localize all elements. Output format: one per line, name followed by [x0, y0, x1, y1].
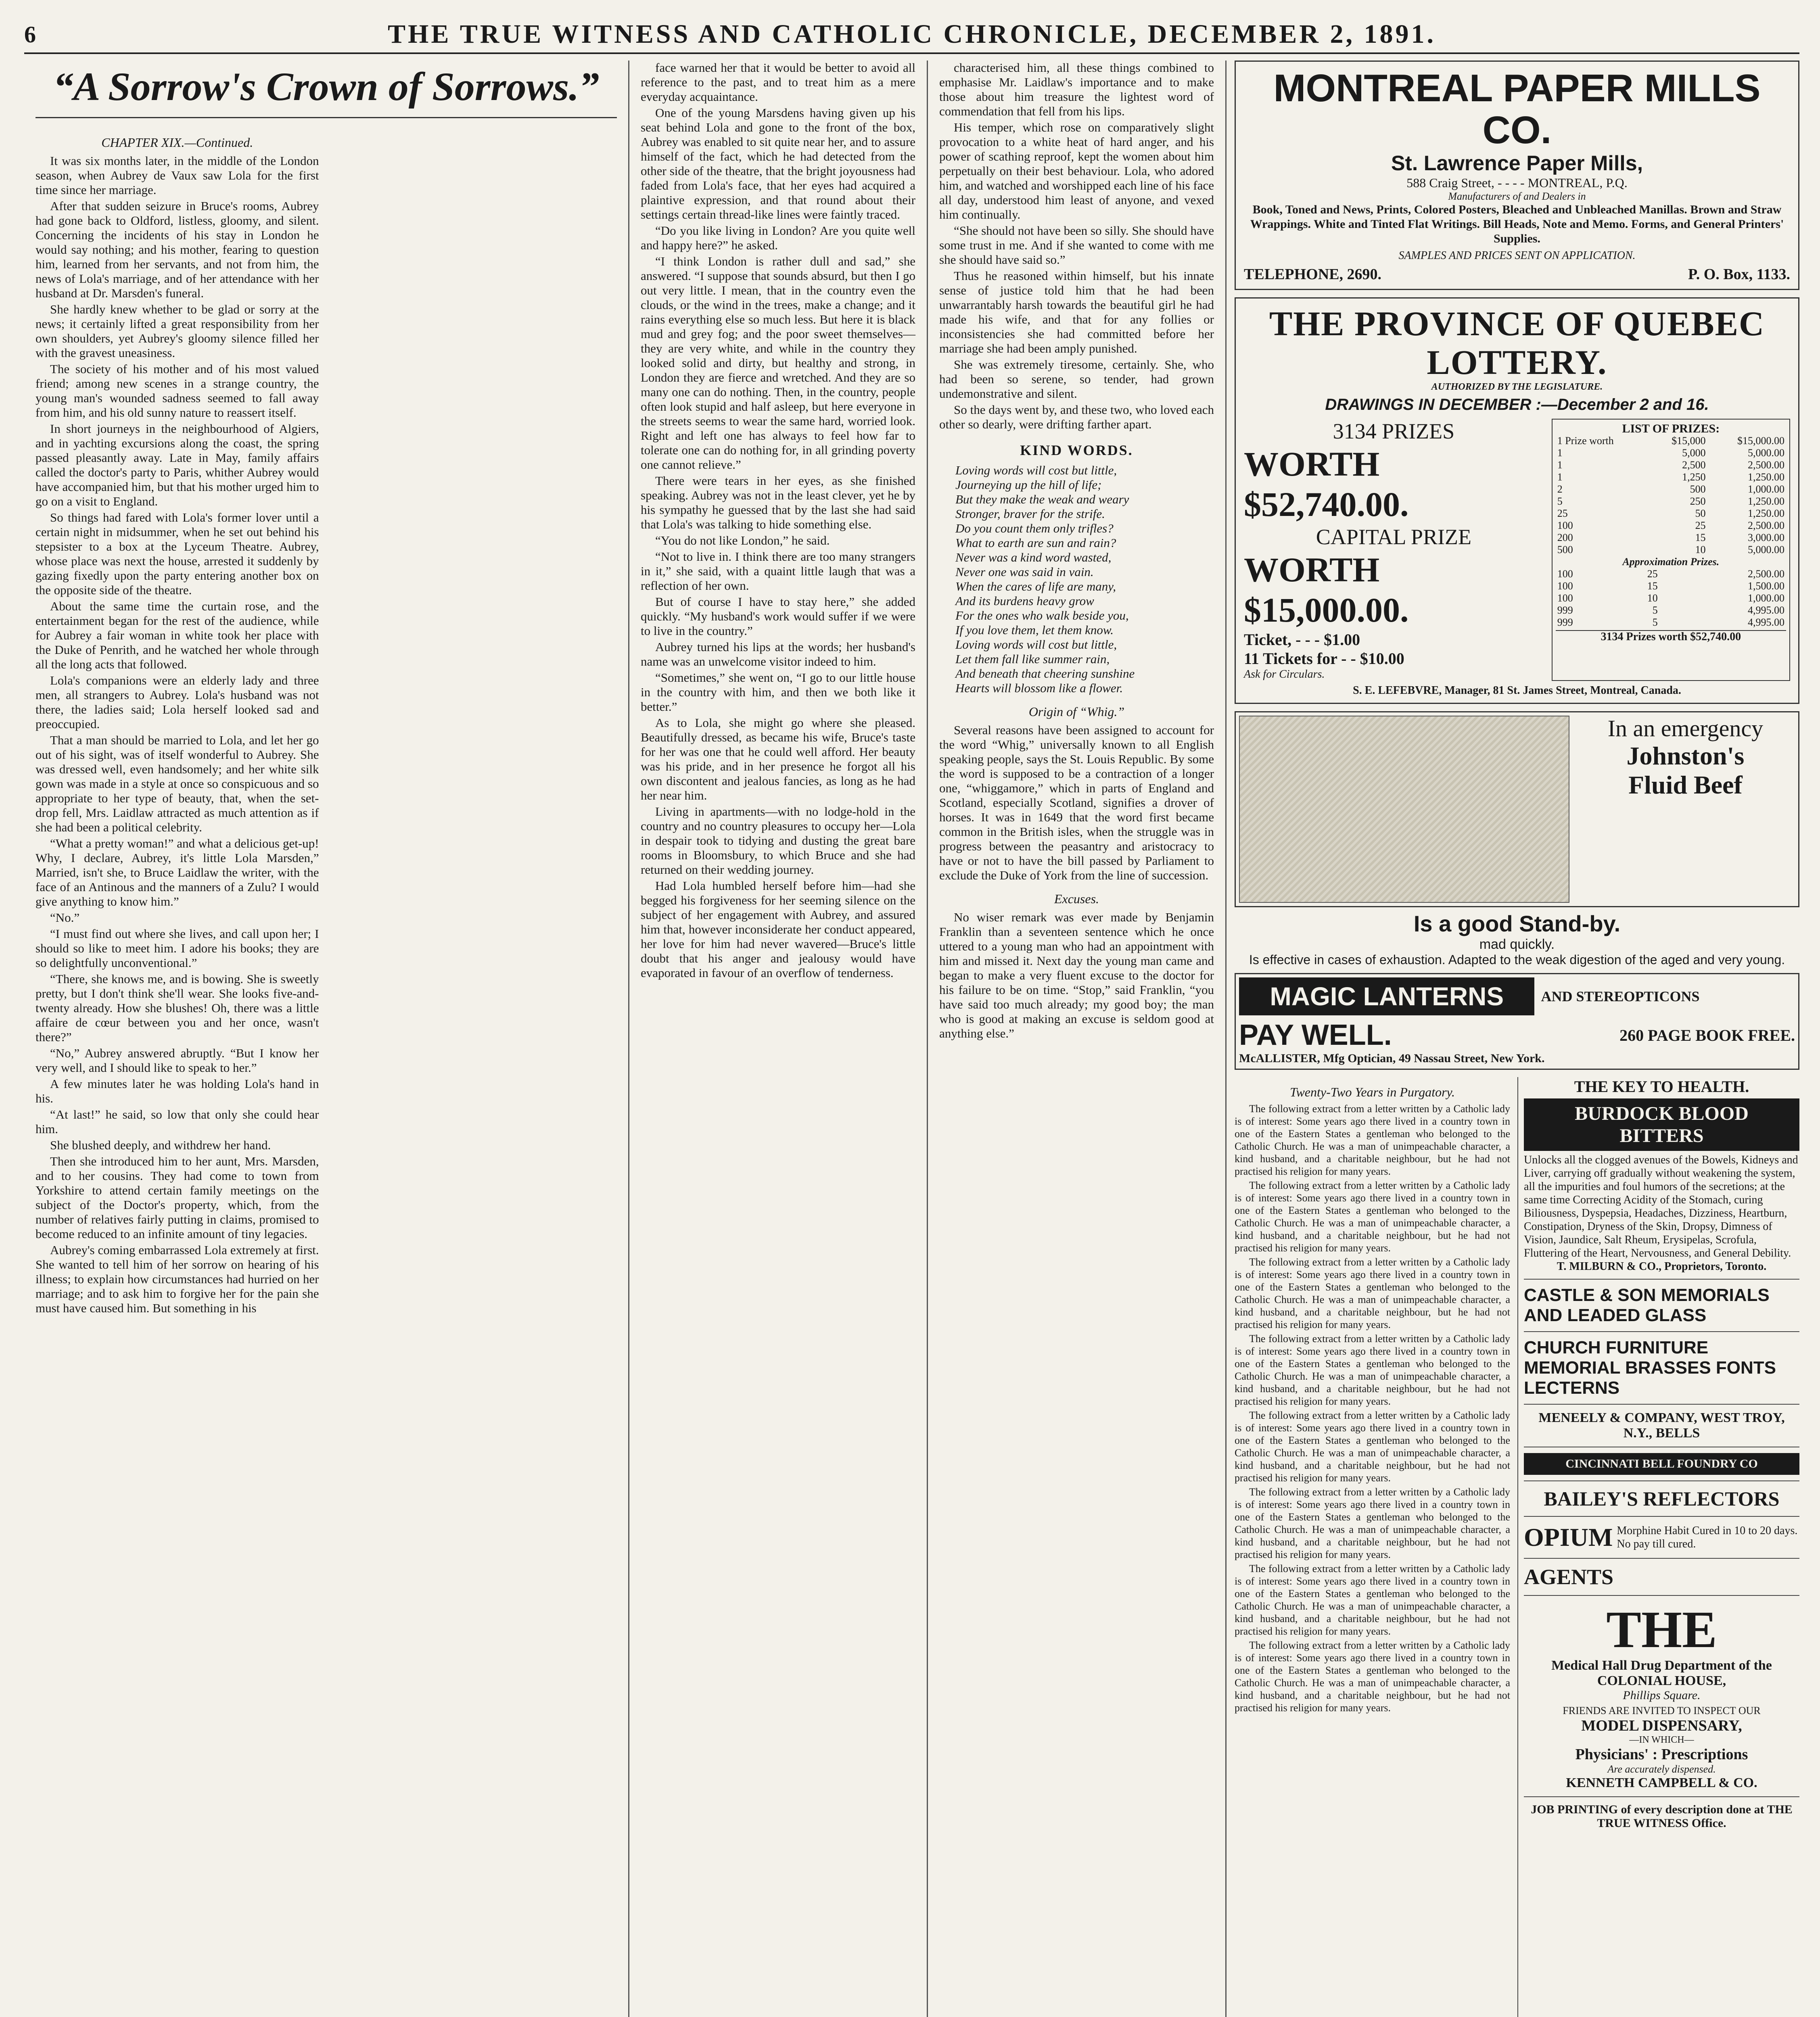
- prize-cell: 5: [1652, 616, 1658, 628]
- prize-cell: 10: [1647, 592, 1658, 604]
- prize-cell: 5,000: [1682, 447, 1706, 459]
- poem-line: Stronger, braver for the strife.: [955, 507, 1105, 521]
- story-paragraph: “Sometimes,” she went on, “I go to our little house in the country with him, and then we both like it better.”: [641, 670, 915, 714]
- lottery-prizes: 3134 PRIZES: [1333, 419, 1455, 443]
- section-title: Excuses.: [1054, 892, 1099, 906]
- advertisements: [1235, 61, 1799, 2017]
- prize-cell: 25: [1557, 507, 1568, 519]
- prize-row: [1556, 520, 1786, 532]
- prize-total: 3134 Prizes worth $52,740.00: [1556, 630, 1786, 643]
- johnston-line5: mad quickly.: [1479, 937, 1555, 952]
- prize-row: [1556, 459, 1786, 471]
- prize-cell: 2,500.00: [1748, 520, 1784, 531]
- story-paragraph: Aubrey turned his lips at the words; her husband's name was an unwelcome visitor indeed to him.: [641, 640, 915, 668]
- prize-cell: 25: [1695, 520, 1706, 531]
- poem: [939, 463, 1214, 695]
- prize-cell: 500: [1557, 544, 1573, 555]
- poem-line: Never one was said in vain.: [955, 565, 1094, 579]
- story-paragraph: “She should not have been so silly. She should have some trust in me. And if she wanted to come with me she should have said so.”: [939, 223, 1214, 267]
- prize-cell: 1: [1557, 447, 1563, 459]
- chapter-heading: CHAPTER XIX.—Continued.: [101, 135, 253, 150]
- prize-cell: 1,000.00: [1748, 483, 1784, 495]
- section-title: Origin of “Whig.”: [1028, 704, 1125, 719]
- prize-cell: 5: [1652, 604, 1658, 616]
- johnston-line1: In an emergency: [1607, 715, 1764, 741]
- prize-cell: 1,000.00: [1748, 592, 1784, 604]
- purgatory-text: The following extract from a letter written by a Catholic lady is of interest: Some years ago there lived in a country town in one of the Eastern States a gentleman who belonged to the Catholic Church. He was a man of unimpeachable character, a kind husband, and a charitable neighbour, but he had not practised his religion for many years.: [1235, 1256, 1510, 1330]
- lottery-ask: Ask for Circulars.: [1244, 668, 1325, 681]
- prize-row: [1556, 592, 1786, 604]
- story-body: [36, 126, 617, 2017]
- prize-list: [1552, 419, 1790, 681]
- phillips-square: Phillips Square.: [1623, 1689, 1701, 1702]
- purgatory-text: The following extract from a letter written by a Catholic lady is of interest: Some years ago there lived in a country town in one of the Eastern States a gentleman who belonged to the Catholic Church. He was a man of unimpeachable character, a kind husband, and a charitable neighbour, but he had not practised his religion for many years.: [1235, 1103, 1510, 1177]
- story-paragraph: “Do you like living in London? Are you quite well and happy here?” he asked.: [641, 223, 915, 252]
- story-paragraph: Aubrey's coming embarrassed Lola extremely at first. She wanted to tell him of her sorrow on hearing of his illness; to explain how circumstances had hurried on her marriage; and to ask him to forgive her for the pain she must have caused him. But something in his: [36, 1243, 319, 1315]
- story-paragraph: About the same time the curtain rose, and the entertainment began for the rest of the audience, while for Aubrey a fair woman in white took her place with the Duke of Penrith, and he watched her whole through all the long acts that followed.: [36, 599, 319, 671]
- story-paragraph: So the days went by, and these two, who loved each other so dearly, were drifting farther apart.: [939, 403, 1214, 431]
- poem-line: Let them fall like summer rain,: [955, 652, 1110, 666]
- prize-cell: 1,250.00: [1748, 507, 1784, 519]
- story-paragraph: The society of his mother and of his most valued friend; among new scenes in a strange country, the young man's wounded sadness seemed to fall away from him, and his old sunny nature to reassert itself.: [36, 362, 319, 420]
- prize-cell: $15,000: [1672, 435, 1706, 447]
- purgatory-text: The following extract from a letter written by a Catholic lady is of interest: Some years ago there lived in a country town in one of the Eastern States a gentleman who belonged to the Catholic Church. He was a man of unimpeachable character, a kind husband, and a charitable neighbour, but he had not practised his religion for many years.: [1235, 1180, 1510, 1254]
- prize-cell: 2,500.00: [1748, 568, 1784, 580]
- poem-line: And beneath that cheering sunshine: [955, 666, 1135, 681]
- masthead-title: THE TRUE WITNESS AND CATHOLIC CHRONICLE, DECEMBER 2, 1891.: [388, 19, 1436, 49]
- paper-mills-address: 588 Craig Street, - - - - MONTREAL, P.Q.: [1406, 175, 1628, 190]
- prize-cell: 15: [1695, 532, 1706, 543]
- prize-cell: 3,000.00: [1748, 532, 1784, 543]
- johnston-line3: Fluid Beef: [1628, 770, 1743, 799]
- opium-ad: OPIUM: [1524, 1523, 1613, 1551]
- prize-row: [1556, 471, 1786, 483]
- prize-cell: 100: [1557, 568, 1573, 580]
- story-paragraph: She blushed deeply, and withdrew her hand.: [50, 1138, 271, 1152]
- section-paragraph: Several reasons have been assigned to account for the word “Whig,” universally known to all English speaking people, says the St. Louis Republic. By some the word is supposed to be a contraction of a longer one, “whiggamore,” which in parts of England and Scotland, especially Scotland, signifies a drover of horses. It was in 1649 that the word first became common in the British isles, when the struggle was in progress between the peasantry and aristocracy to have or not to have the bill passed by Parliament to exclude the Duke of York from the line of succession.: [939, 723, 1214, 882]
- paper-mills-title: MONTREAL PAPER MILLS CO.: [1273, 67, 1761, 152]
- kenneth-campbell: KENNETH CAMPBELL & CO.: [1566, 1775, 1757, 1790]
- story-paragraph: That a man should be married to Lola, and let her go out of his sight, was of itself wonderful to Aubrey. She was dressed well, even handsomely; and her white silk gown was made in a style at once so conspicuous and so appropriate to her type of beauty, that, when the set-drop fell, Mrs. Laidlaw attracted as much attention as if she had been a political celebrity.: [36, 733, 319, 834]
- story-paragraph: In short journeys in the neighbourhood of Algiers, and in yachting excursions along the coast, the spring passed pleasantly away. Late in May, family affairs called the doctor's party to Paris, whither Aubrey would have accompanied him, but that his mother urged him to go on a visit to England.: [36, 422, 319, 508]
- story-paragraph: Thus he reasoned within himself, but his innate sense of justice told him that he had been unwarrantably harsh towards the beautiful girl he had made his wife, and that for any follies or inconsistencies she had committed before her marriage she had been amply punished.: [939, 269, 1214, 355]
- paper-mills-ad: [1235, 61, 1799, 290]
- prize-cell: 1: [1557, 471, 1563, 483]
- story-paragraph: “I think London is rather dull and sad,” she answered. “I suppose that sounds absurd, but then I go out very little. I mean, that in the country even the clouds, or the wind in the trees, make a change; and it rains everything else so much less. But here it is black mud and grey fog; and the poor sweet themselves—they are very white, and while in the country they looked solid and dirty, but healthy and strong, in London they are fierce and wretched. And they are so many one can do nothing. Then, in the country, people often look stupid and half asleep, but here everyone in the streets seems to wear the same hard, worried look. Right and left one has always to feel how far to tolerate one can do nothing for, in all grinding poverty one cannot relieve.”: [641, 254, 915, 472]
- lottery-tickets-11: 11 Tickets for - - $10.00: [1244, 649, 1404, 668]
- burdock-text: Unlocks all the clogged avenues of the Bowels, Kidneys and Liver, carrying off gradually without weakening the system, all the impurities and foul humors of the secretions; at the same time Correcting Acidity of the Stomach, curing Biliousness, Dyspepsia, Headaches, Dizziness, Heartburn, Constipation, Dryness of the Skin, Dropsy, Dimness of Vision, Jaundice, Salt Rheum, Erysipelas, Scrofula, Fluttering of the Heart, Nervousness, and General Debility.: [1524, 1154, 1798, 1259]
- prize-cell: 4,995.00: [1748, 604, 1784, 616]
- prize-row: [1556, 435, 1786, 447]
- prize-cell: 5: [1557, 495, 1563, 507]
- poem-line: But they make the weak and weary: [955, 492, 1129, 506]
- prize-row: [1556, 604, 1786, 616]
- purgatory-text: The following extract from a letter written by a Catholic lady is of interest: Some years ago there lived in a country town in one of the Eastern States a gentleman who belonged to the Catholic Church. He was a man of unimpeachable character, a kind husband, and a charitable neighbour, but he had not practised his religion for many years.: [1235, 1486, 1510, 1560]
- prize-list-title: LIST OF PRIZES:: [1622, 422, 1720, 435]
- column-2: [629, 61, 928, 2017]
- story-paragraph: It was six months later, in the middle of the London season, when Aubrey de Vaux saw Lola for the first time since her marriage.: [36, 154, 319, 197]
- prize-cell: 25: [1647, 568, 1658, 580]
- agents-ad: AGENTS: [1524, 1565, 1614, 1589]
- story-title: “A Sorrow's Crown of Sorrows.”: [36, 61, 617, 118]
- story-paragraph: “Not to live in. I think there are too many strangers in it,” she said, with a quaint little laugh that was a reflection of her own.: [641, 549, 915, 593]
- story-paragraph: She hardly knew whether to be glad or sorry at the news; it certainly lifted a great responsibility from her own shoulders, yet Aubrey's gloomy silence filled her with the gravest uneasiness.: [36, 302, 319, 360]
- prize-row: [1556, 483, 1786, 495]
- poem-line: And its burdens heavy grow: [955, 594, 1094, 608]
- story-paragraph: So things had fared with Lola's former lover until a certain night in midsummer, when he set out behind his stepsister to a box at the Lyceum Theatre. Aubrey, whose place was next the house, arrested it suddenly by gazing fixedly upon the party entering another box on the opposite side of the theatre.: [36, 510, 319, 597]
- prize-cell: 100: [1557, 580, 1573, 592]
- meneely-ad: MENEELY & COMPANY, WEST TROY, N.Y., BELLS: [1538, 1410, 1785, 1441]
- prize-cell: 5,000.00: [1748, 544, 1784, 555]
- story-paragraph: A few minutes later he was holding Lola's hand in his.: [36, 1077, 319, 1105]
- lottery-worth-1: WORTH $52,740.00.: [1244, 445, 1409, 524]
- story-paragraph: “I must find out where she lives, and call upon her; I should so like to meet him. I adore his books; they are so delightfully unconventional.”: [36, 927, 319, 970]
- cincinnati-ad: CINCINNATI BELL FOUNDRY CO: [1524, 1453, 1799, 1475]
- story-paragraph: She was extremely tiresome, certainly. She, who had been so serene, so tender, had grown undemonstrative and silent.: [939, 357, 1214, 401]
- prize-cell: 4,995.00: [1748, 616, 1784, 628]
- purgatory-text: The following extract from a letter written by a Catholic lady is of interest: Some years ago there lived in a country town in one of the Eastern States a gentleman who belonged to the Catholic Church. He was a man of unimpeachable character, a kind husband, and a charitable neighbour, but he had not practised his religion for many years.: [1235, 1333, 1510, 1407]
- prize-row: [1556, 447, 1786, 459]
- purgatory-title: Twenty-Two Years in Purgatory.: [1290, 1085, 1455, 1099]
- burdock-logo: BURDOCK BLOOD BITTERS: [1524, 1098, 1799, 1151]
- paper-mills-phone: TELEPHONE, 2690.: [1244, 266, 1381, 283]
- prize-row: [1556, 532, 1786, 544]
- story-column: [24, 61, 629, 2017]
- poem-line: When the cares of life are many,: [955, 579, 1116, 593]
- prize-cell: 5,000.00: [1748, 447, 1784, 459]
- prize-cell: 500: [1690, 483, 1706, 495]
- lantern-pay: PAY WELL.: [1239, 1019, 1392, 1051]
- prize-cell: 1,250.00: [1748, 471, 1784, 483]
- johnston-line4: Is a good Stand-by.: [1413, 911, 1621, 936]
- purgatory-column: [1235, 1077, 1510, 2017]
- approx-table: [1556, 568, 1786, 628]
- prize-cell: 1,250: [1682, 471, 1706, 483]
- prize-cell: 200: [1557, 532, 1573, 543]
- lottery-capital: CAPITAL PRIZE: [1316, 525, 1471, 549]
- lantern-title: MAGIC LANTERNS: [1239, 977, 1534, 1015]
- prize-row: [1556, 544, 1786, 556]
- prize-cell: 10: [1695, 544, 1706, 555]
- poem-line: Journeying up the hill of life;: [955, 478, 1102, 492]
- prize-cell: 1,500.00: [1748, 580, 1784, 592]
- lottery-ticket: Ticket, - - - $1.00: [1244, 631, 1360, 649]
- johnston-ad: [1235, 711, 1799, 907]
- poem-line: For the ones who walk beside you,: [955, 608, 1129, 622]
- lottery-manager: S. E. LEFEBVRE, Manager, 81 St. James Street, Montreal, Canada.: [1353, 684, 1681, 697]
- purgatory-text: The following extract from a letter written by a Catholic lady is of interest: Some years ago there lived in a country town in one of the Eastern States a gentleman who belonged to the Catholic Church. He was a man of unimpeachable character, a kind husband, and a charitable neighbour, but he had not practised his religion for many years.: [1235, 1409, 1510, 1484]
- milburn: T. MILBURN & CO., Proprietors, Toronto.: [1557, 1260, 1767, 1273]
- opium-text: Morphine Habit Cured in 10 to 20 days. No pay till cured.: [1617, 1524, 1798, 1550]
- the-heading: THE: [1606, 1601, 1717, 1659]
- poem-title: KIND WORDS.: [1020, 442, 1133, 458]
- prize-cell: 2,500.00: [1748, 459, 1784, 471]
- johnston-line2: Johnston's: [1626, 741, 1745, 770]
- poem-line: Do you count them only trifles?: [955, 521, 1114, 535]
- lottery-title: THE PROVINCE OF QUEBEC LOTTERY.: [1269, 304, 1765, 382]
- prize-row: [1556, 495, 1786, 507]
- story-paragraph: “No.”: [50, 910, 80, 925]
- prize-row: [1556, 568, 1786, 580]
- prize-cell: 1: [1557, 459, 1563, 471]
- job-printing: JOB PRINTING of every description done at THE TRUE WITNESS Office.: [1531, 1803, 1793, 1830]
- lantern-maker: McALLISTER, Mfg Optician, 49 Nassau Street, New York.: [1239, 1052, 1545, 1065]
- bailey-ad: BAILEY'S REFLECTORS: [1544, 1487, 1780, 1510]
- prize-cell: 999: [1557, 616, 1573, 628]
- section-paragraph: No wiser remark was ever made by Benjamin Franklin than a seventeen sentence which he once uttered to a young man who had an appointment with him and missed it. Next day the young man came and began to make a very fluent excuse to the doctor for his failure to be on time. “Stop,” said Franklin, “you have said too much already; my good boy; the man who is good at making an excuse is seldom good at anything else.”: [939, 910, 1214, 1040]
- lottery-drawings: DRAWINGS IN DECEMBER :—December 2 and 16.: [1325, 396, 1709, 413]
- lottery-worth-2: WORTH $15,000.00.: [1244, 550, 1409, 629]
- prize-cell: 1 Prize worth: [1557, 435, 1614, 447]
- paper-mills-samples: SAMPLES AND PRICES SENT ON APPLICATION.: [1398, 249, 1636, 262]
- medical-hall: Medical Hall Drug Department of the COLONIAL HOUSE,: [1551, 1658, 1772, 1688]
- prize-cell: 15: [1647, 580, 1658, 592]
- prize-row: [1556, 507, 1786, 520]
- church-furniture-ad: CHURCH FURNITURE MEMORIAL BRASSES FONTS LECTERNS: [1524, 1338, 1776, 1398]
- story-paragraph: Lola's companions were an elderly lady and three men, all strangers to Aubrey. Lola's husband was not there, the ladies said; Lola herself looked sad and preoccupied.: [36, 673, 319, 731]
- story-paragraph: Then she introduced him to her aunt, Mrs. Marsden, and to her cousins. They had come to town from Yorkshire to attend certain family meetings on the subject of the Doctor's property, which, from the number of relatives fairly putting in claims, promised to become reduced to an infinite amount of tiny legacies.: [36, 1154, 319, 1241]
- story-paragraph: After that sudden seizure in Bruce's rooms, Aubrey had gone back to Oldford, listless, gloomy, and silent. Concerning the incidents of his stay in London he would say nothing; and his mother, fearing to question him, learned from her servants, and not from him, the news of Lola's marriage, and of her attendance with her husband at Dr. Marsden's funeral.: [36, 199, 319, 300]
- prize-row: [1556, 616, 1786, 628]
- column-3: [928, 61, 1227, 2017]
- story-paragraph: As to Lola, she might go where she pleased. Beautifully dressed, as became his wife, Bruce's taste for her was one that he could well afford. Her beauty was his pride, and in her presence he forgot all his own discontent and jealous fancies, as long as he had her near him.: [641, 716, 915, 802]
- in-which: —IN WHICH—: [1629, 1735, 1694, 1745]
- newspaper-page: [24, 16, 1799, 2017]
- prize-table: [1556, 435, 1786, 556]
- paper-mills-products: Book, Toned and News, Prints, Colored Posters, Bleached and Unbleached Manillas. Brown and Straw Wrappings. White and Tinted Flat Writings. Bill Heads, Note and Memo. Forms, and General Printers' Supplies.: [1250, 203, 1784, 245]
- poem-line: What to earth are sun and rain?: [955, 536, 1116, 550]
- prize-cell: 999: [1557, 604, 1573, 616]
- poem-line: Never was a kind word wasted,: [955, 550, 1112, 564]
- friends-invited: FRIENDS ARE INVITED TO INSPECT OUR: [1563, 1705, 1761, 1716]
- prize-cell: 250: [1690, 495, 1706, 507]
- purgatory-text: The following extract from a letter written by a Catholic lady is of interest: Some years ago there lived in a country town in one of the Eastern States a gentleman who belonged to the Catholic Church. He was a man of unimpeachable character, a kind husband, and a charitable neighbour, but he had not practised his religion for many years.: [1235, 1563, 1510, 1637]
- crowd-engraving: [1239, 716, 1569, 903]
- physicians: Physicians' : Prescriptions: [1575, 1746, 1748, 1763]
- paper-mills-box: P. O. Box, 1133.: [1688, 266, 1790, 283]
- poem-line: If you love them, let them know.: [955, 623, 1114, 637]
- prize-cell: 2: [1557, 483, 1563, 495]
- lantern-ad: [1235, 973, 1799, 1070]
- masthead: [24, 16, 1799, 54]
- story-paragraph: “You do not like London,” he said.: [655, 533, 830, 547]
- story-paragraph: characterised him, all these things combined to emphasise Mr. Laidlaw's importance and to make those about him treasure the lightest word of commendation that fell from his lips.: [939, 61, 1214, 118]
- story-paragraph: “No,” Aubrey answered abruptly. “But I know her very well, and I should like to speak to her.”: [36, 1046, 319, 1075]
- castle-ad: CASTLE & SON MEMORIALS AND LEADED GLASS: [1524, 1285, 1770, 1325]
- paper-mills-line1: Manufacturers of and Dealers in: [1448, 190, 1586, 202]
- small-ads-column: [1517, 1077, 1799, 2017]
- prize-cell: 100: [1557, 520, 1573, 531]
- health-heading: THE KEY TO HEALTH.: [1574, 1077, 1749, 1096]
- johnston-line6: Is effective in cases of exhaustion. Adapted to the weak digestion of the aged and very young.: [1249, 952, 1785, 967]
- lottery-authorized: AUTHORIZED BY THE LEGISLATURE.: [1431, 382, 1603, 392]
- accurately: Are accurately dispensed.: [1607, 1763, 1716, 1775]
- poem-line: Hearts will blossom like a flower.: [955, 681, 1123, 695]
- story-paragraph: But of course I have to stay here,” she added quickly. “My husband's work would suffer if we were to live in the country.”: [641, 595, 915, 638]
- paper-mills-sub: St. Lawrence Paper Mills,: [1391, 152, 1643, 175]
- story-paragraph: face warned her that it would be better to avoid all reference to the past, and to treat him as a mere everyday acquaintance.: [641, 61, 915, 104]
- prize-cell: 1,250.00: [1748, 495, 1784, 507]
- purgatory-text: The following extract from a letter written by a Catholic lady is of interest: Some years ago there lived in a country town in one of the Eastern States a gentleman who belonged to the Catholic Church. He was a man of unimpeachable character, a kind husband, and a charitable neighbour, but he had not practised his religion for many years.: [1235, 1639, 1510, 1714]
- lantern-free: 260 PAGE BOOK FREE.: [1619, 1026, 1795, 1044]
- prize-cell: 2,500: [1682, 459, 1706, 471]
- story-paragraph: One of the young Marsdens having given up his seat behind Lola and gone to the front of the box, Aubrey was enabled to sit quite near her, and to assure himself of the fact, which he had detected from the other side of the theatre, that the bright joyousness had faded from Lola's face, that her eyes had acquired a plaintive expression, and that round about their settings certain thread-like lines were faintly traced.: [641, 106, 915, 221]
- prize-row: [1556, 580, 1786, 592]
- story-paragraph: “There, she knows me, and is bowing. She is sweetly pretty, but I don't think she'll wear. She looks five-and-twenty already. How she blushes! Oh, there was a little affaire de cœur between you and her once, wasn't there?”: [36, 972, 319, 1044]
- model-dispensary: MODEL DISPENSARY,: [1581, 1717, 1742, 1734]
- lantern-and: AND STEREOPTICONS: [1541, 988, 1700, 1004]
- poem-line: Loving words will cost but little,: [955, 637, 1117, 651]
- page-number: 6: [24, 21, 36, 48]
- prize-cell: 50: [1695, 507, 1706, 519]
- story-paragraph: Living in apartments—with no lodge-hold in the country and no country pleasures to occupy her—Lola in despair took to tidying and dusting the great bare rooms in Bloomsbury, to which Bruce and she had returned on their wedding journey.: [641, 804, 915, 877]
- story-paragraph: His temper, which rose on comparatively slight provocation to a white heat of hard anger, and his power of scathing reproof, kept the women about him perpetually on their best behaviour. Lola, who adored him, and watched and worshipped each line of his face all day, understood him least of anyone, and vexed him continually.: [939, 120, 1214, 221]
- poem-line: Loving words will cost but little,: [955, 463, 1117, 477]
- lottery-ad: [1235, 297, 1799, 704]
- prize-cell: $15,000.00: [1737, 435, 1784, 447]
- story-paragraph: “At last!” he said, so low that only she could hear him.: [36, 1107, 319, 1136]
- approx-title: Approximation Prizes.: [1622, 556, 1720, 568]
- prize-cell: 100: [1557, 592, 1573, 604]
- story-paragraph: “What a pretty woman!” and what a delicious get-up! Why, I declare, Aubrey, it's little Lola Marsden,” Married, isn't she, to Bruce Laidlaw the writer, with the face of an Antinous and the manners of a Zulu? I would give anything to know him.”: [36, 836, 319, 908]
- story-paragraph: There were tears in her eyes, as she finished speaking. Aubrey was not in the least clever, yet he by his sympathy he guessed that by the last she had said that Lola's was talking to hide something else.: [641, 474, 915, 531]
- story-paragraph: Had Lola humbled herself before him—had she begged his forgiveness for her seeming silence on the subject of her engagement with Aubrey, and assured him that, however inconsiderate her conduct appeared, her love for him had never wavered—Bruce's little doubt that his anger and jealousy would have evaporated in favour of an overflow of tenderness.: [641, 879, 915, 980]
